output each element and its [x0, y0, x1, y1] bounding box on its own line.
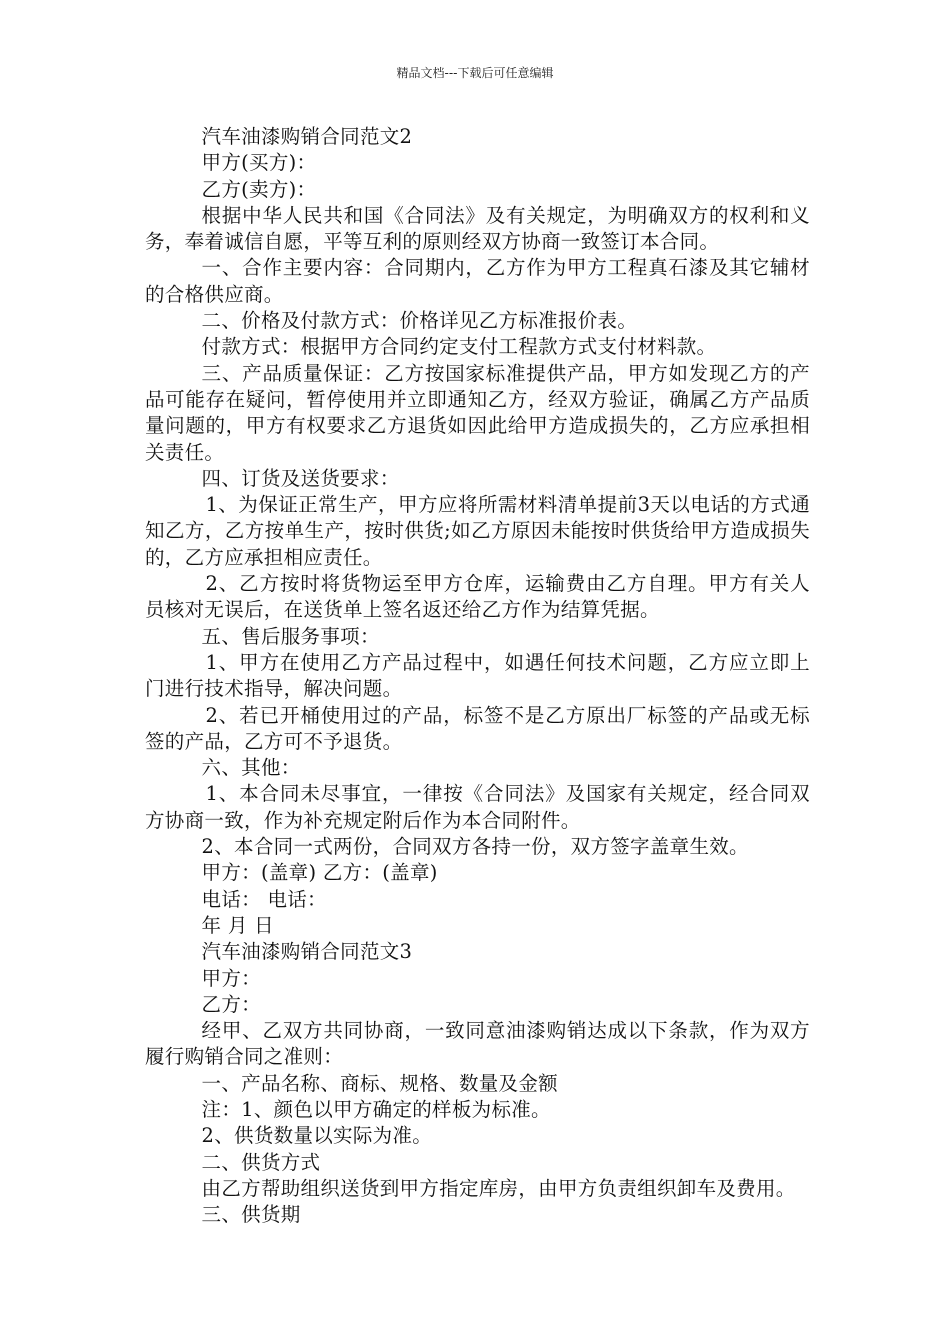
party-a: 甲方：	[201, 966, 261, 990]
ordering-item-2: 2、乙方按时将货物运至甲方仓库，运输费由乙方自理。甲方有关人员核对无误后，在送货单上签名返还给乙方作为结算凭据。	[145, 572, 810, 622]
section-other: 六、其他：	[201, 756, 301, 780]
party-b: 乙方：	[201, 992, 261, 1016]
date-line: 年 月 日	[201, 913, 274, 937]
section-product-info: 一、产品名称、商标、规格、数量及金额	[201, 1071, 558, 1095]
party-b-seller: 乙方(卖方)：	[201, 177, 317, 201]
section-quality: 三、产品质量保证：乙方按国家标准提供产品，甲方如发现乙方的产品可能存在疑问，暂停使用并立即通知乙方，经双方验证，确属乙方产品质量问题的，甲方有权要求乙方退货如因此给甲方造成损失的，乙方应承担相关责任。	[145, 361, 810, 464]
document-body	[145, 124, 810, 1228]
phone-line: 电话： 电话：	[201, 887, 327, 911]
section-price-payment: 二、价格及付款方式：价格详见乙方标准报价表。	[201, 309, 638, 333]
after-sales-item-1: 1、甲方在使用乙方产品过程中，如遇任何技术问题，乙方应立即上门进行技术指导，解决问题。	[145, 650, 810, 701]
other-item-2: 2、本合同一式两份，合同双方各持一份，双方签字盖章生效。	[201, 835, 749, 859]
preamble-paragraph: 根据中华人民共和国《合同法》及有关规定，为明确双方的权利和义务，奉着诚信自愿，平等互利的原则经双方协商一致签订本合同。	[145, 203, 810, 254]
ordering-item-1: 1、为保证正常生产，甲方应将所需材料清单提前3天以电话的方式通知乙方，乙方按单生产，按时供货;如乙方原因未能按时供货给甲方造成损失的，乙方应承担相应责任。	[145, 493, 810, 569]
doc-title-3: 汽车油漆购销合同范文3	[201, 940, 413, 964]
after-sales-item-2: 2、若已开桶使用过的产品，标签不是乙方原出厂标签的产品或无标签的产品，乙方可不予退货。	[145, 703, 810, 753]
section-supply-period: 三、供货期	[201, 1203, 301, 1227]
page-header: 精品文档---下载后可任意编辑	[396, 66, 554, 80]
payment-method: 付款方式：根据甲方合同约定支付工程款方式支付材料款。	[201, 335, 717, 359]
section-supply-method: 二、供货方式	[201, 1150, 321, 1174]
section-after-sales: 五、售后服务事项：	[201, 624, 380, 648]
note-quantity: 2、供货数量以实际为准。	[201, 1124, 433, 1148]
doc-title-2: 汽车油漆购销合同范文2	[201, 125, 413, 148]
supply-method-text: 由乙方帮助组织送货到甲方指定库房，由甲方负责组织卸车及费用。	[201, 1176, 796, 1200]
note-color: 注：1、颜色以甲方确定的样板为标准。	[201, 1097, 551, 1121]
other-item-1: 1、本合同未尽事宜，一律按《合同法》及国家有关规定，经合同双方协商一致，作为补充规定附后作为本合同附件。	[145, 782, 810, 832]
signature-line: 甲方：(盖章) 乙方：(盖章)	[201, 861, 438, 885]
preamble-paragraph-3: 经甲、乙双方共同协商，一致同意油漆购销达成以下条款，作为双方履行购销合同之准则：	[145, 1019, 810, 1069]
section-cooperation: 一、合作主要内容：合同期内，乙方作为甲方工程真石漆及其它辅材的合格供应商。	[145, 256, 810, 306]
party-a-buyer: 甲方(买方)：	[201, 151, 317, 175]
section-ordering: 四、订货及送货要求：	[201, 466, 400, 490]
